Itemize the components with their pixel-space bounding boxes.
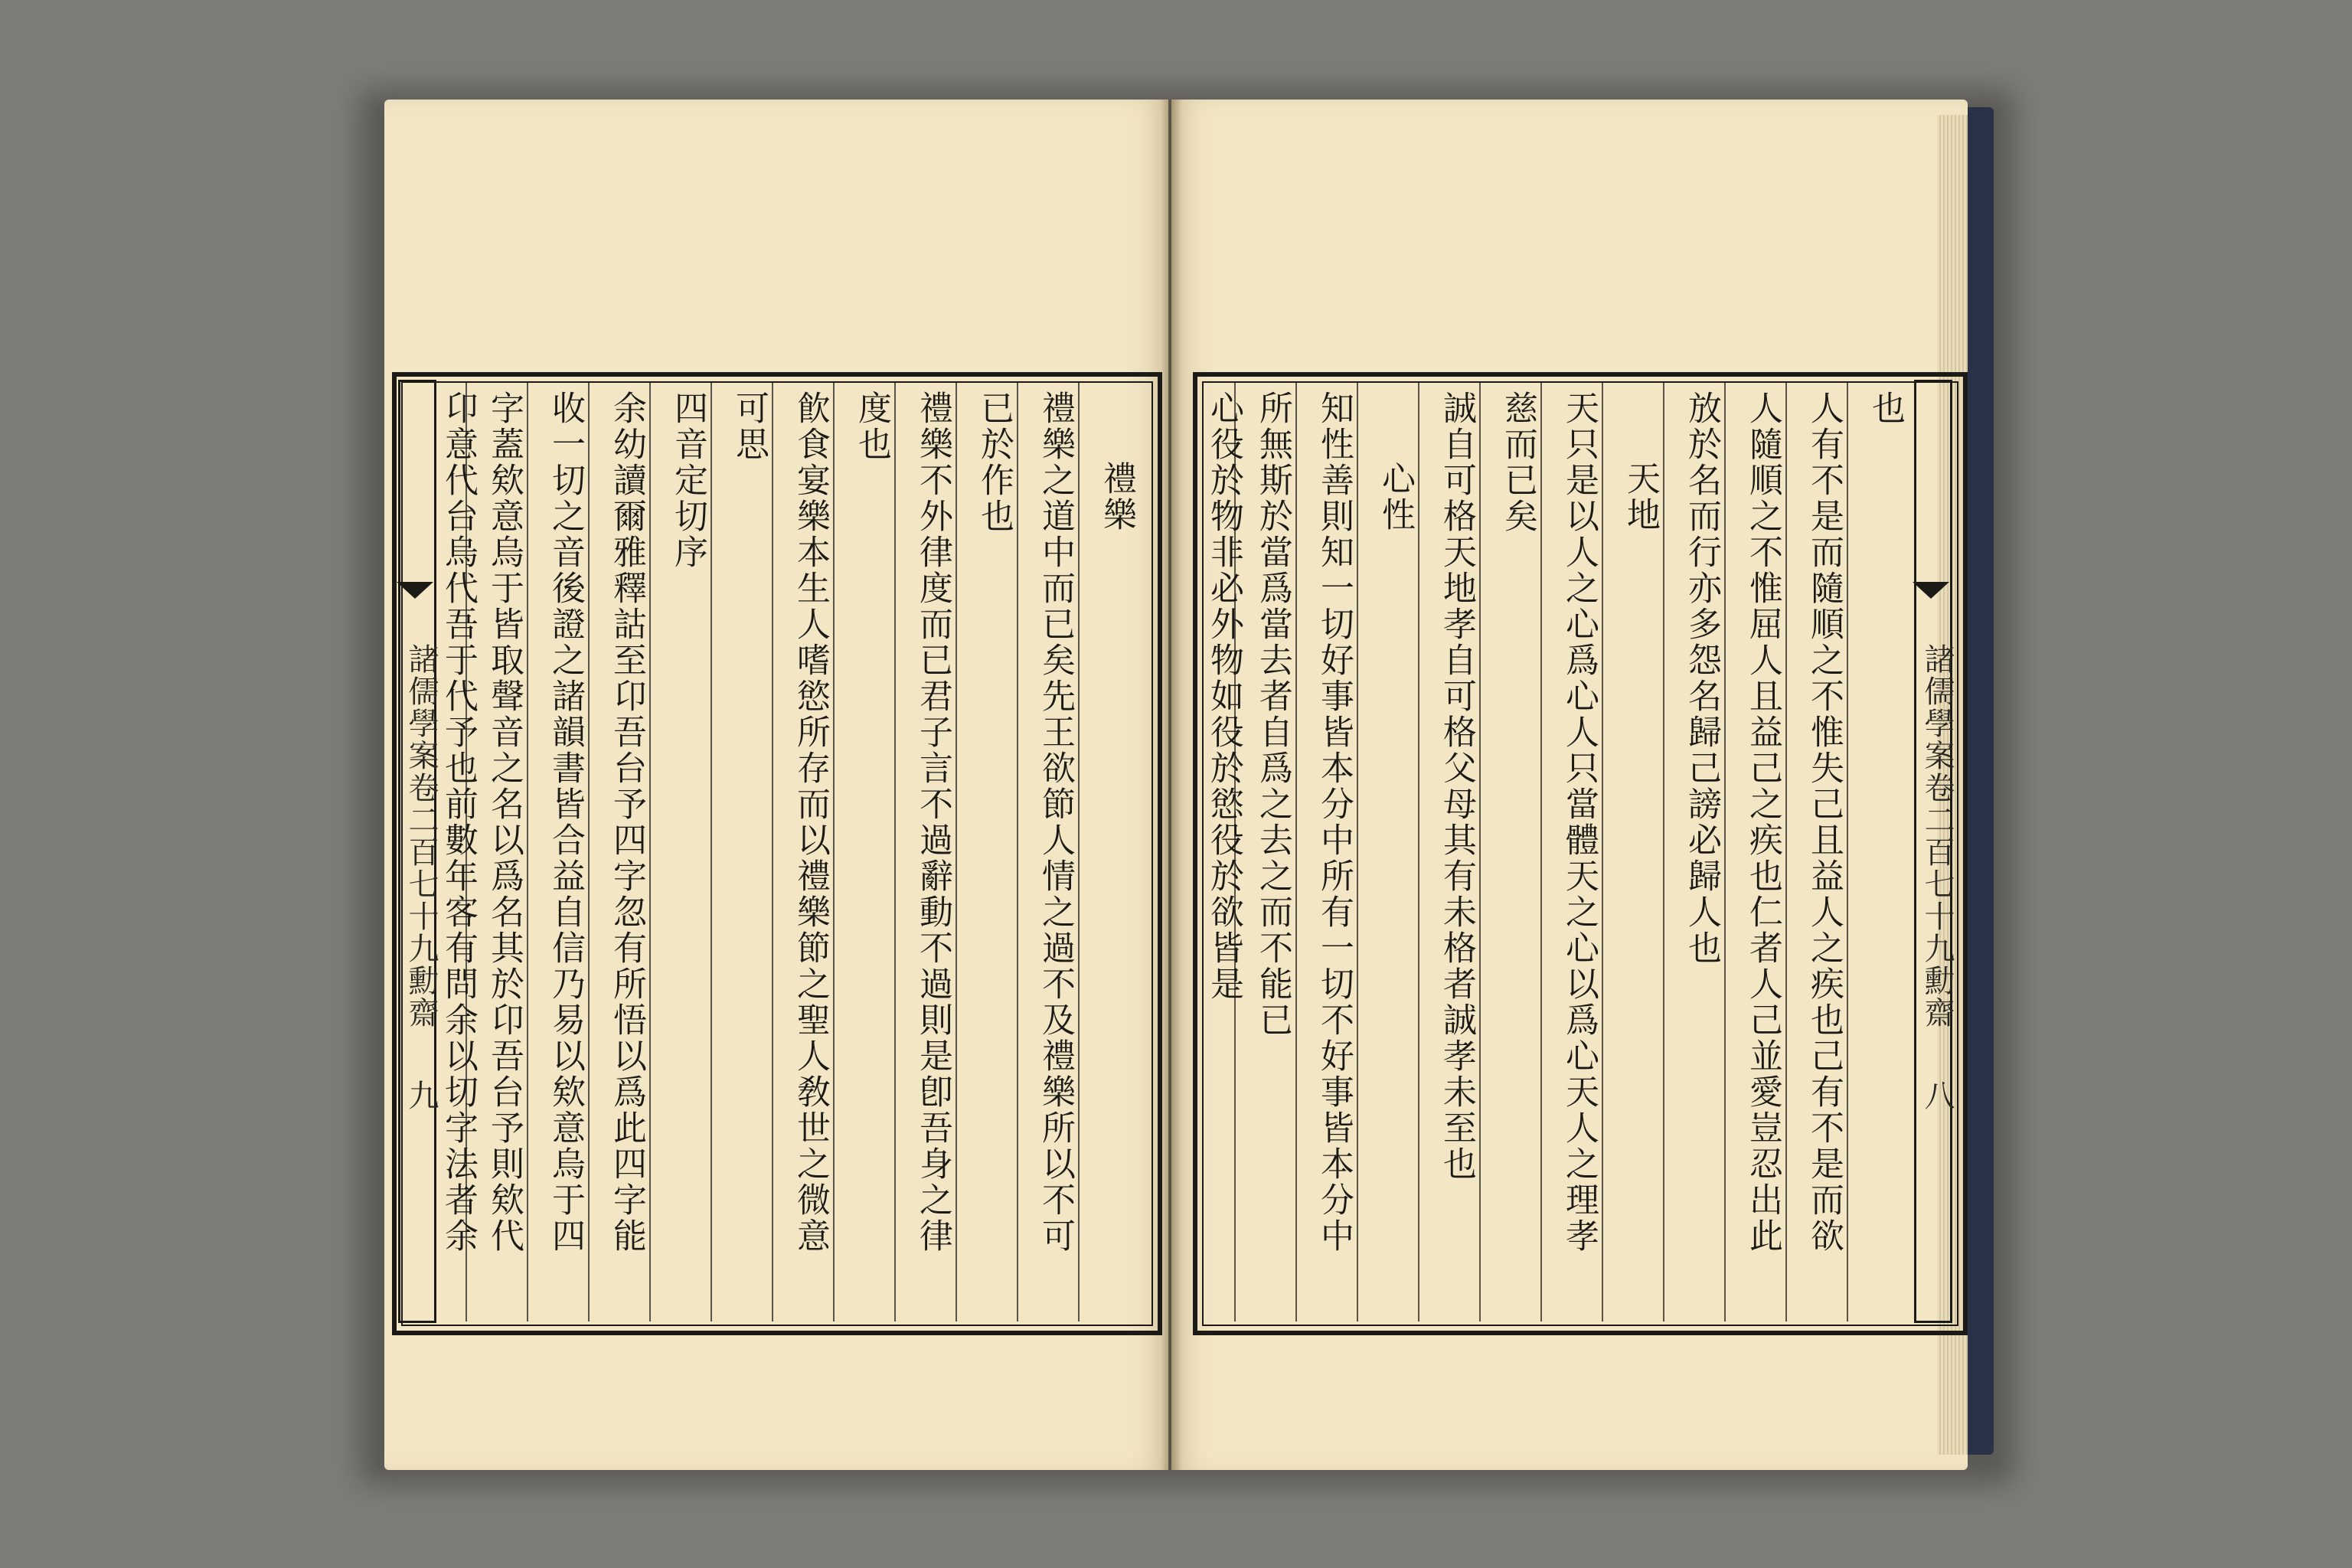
column-rule [1785,383,1787,1321]
column-rule [1357,383,1358,1321]
right-col-3: 人隨順之不惟屈人且益己之疾也仁者人己並愛豈忍出此 [1743,390,1782,1254]
left-col-10: 收一切之音後證之諸韻書皆合益自信乃易以欸意烏于四 [546,390,585,1254]
column-rule [1017,383,1018,1321]
left-col-11: 字蓋欸意烏于皆取聲音之名以爲名其於卬吾台予則欸代 [485,390,524,1254]
column-rule [1724,383,1726,1321]
left-page-number: 九 [403,1080,439,1112]
right-col-8: 誠自可格天地孝自可格父母其有未格者誠孝未至也 [1437,390,1476,1182]
column-rule [833,383,835,1321]
right-col-10: 知性善則知一切好事皆本分中所有一切不好事皆本分中 [1315,390,1354,1254]
left-col-2: 禮樂之道中而已矣先王欲節人情之過不及禮樂所以不可 [1036,390,1075,1254]
right-col-12: 心役於物非必外物如役於慾役於欲皆是 [1204,390,1243,1002]
left-col-4: 禮樂不外律度而已君子言不過辭動不過則是卽吾身之律 [913,390,952,1254]
left-col-12: 卬意代台烏代吾于代予也前數年客有問余以切字法者余 [439,390,478,1254]
column-rule [1295,383,1297,1321]
column-rule [956,383,957,1321]
right-col-5: 天地 [1621,461,1660,533]
right-margin-title: 諸儒學案卷二百七十九 [1919,643,1955,965]
column-rule [1418,383,1419,1321]
right-col-11: 所無斯於當爲當去者自爲之去之而不能已 [1253,390,1292,1038]
column-rule [649,383,651,1321]
right-page-number: 八 [1919,1080,1955,1112]
left-margin-title: 諸儒學案卷二百七十九 [403,643,439,965]
column-rule [710,383,712,1321]
right-col-6: 天只是以人之心爲心人只當體天之心以爲心天人之理孝 [1560,390,1599,1254]
column-rule [588,383,590,1321]
column-rule [894,383,896,1321]
left-margin-right: 勳齋 [403,965,439,1029]
left-fishtail-top [397,582,433,599]
left-col-6: 飮食宴樂本生人嗜慾所存而以禮樂節之聖人敎世之微意 [791,390,830,1254]
column-rule [1663,383,1664,1321]
column-rule [1540,383,1542,1321]
column-rule [1078,383,1080,1321]
column-rule [1602,383,1603,1321]
left-col-1: 禮樂 [1097,461,1136,533]
left-col-7: 可思 [730,390,769,462]
column-rule [772,383,773,1321]
right-col-9: 心性 [1376,461,1415,533]
right-col-4: 放於名而行亦多怨名歸己謗必歸人也 [1682,390,1721,966]
right-col-1: 也 [1866,390,1905,426]
left-col-5: 度也 [852,390,891,462]
left-col-9: 余幼讀爾雅釋詁至卬吾台予四字忽有所悟以爲此四字能 [607,390,646,1254]
column-rule [1479,383,1481,1321]
book-gutter [1161,100,1182,1470]
left-col-3: 已於作也 [975,390,1014,534]
right-fishtail-top [1913,582,1949,599]
right-col-7: 慈而已矣 [1498,390,1537,534]
column-rule [1847,383,1848,1321]
column-rule [527,383,528,1321]
left-col-8: 四音定切序 [668,390,707,570]
right-margin-right: 勳齋 [1919,965,1955,1029]
right-col-2: 人有不是而隨順之不惟失己且益人之疾也己有不是而欲 [1805,390,1844,1254]
